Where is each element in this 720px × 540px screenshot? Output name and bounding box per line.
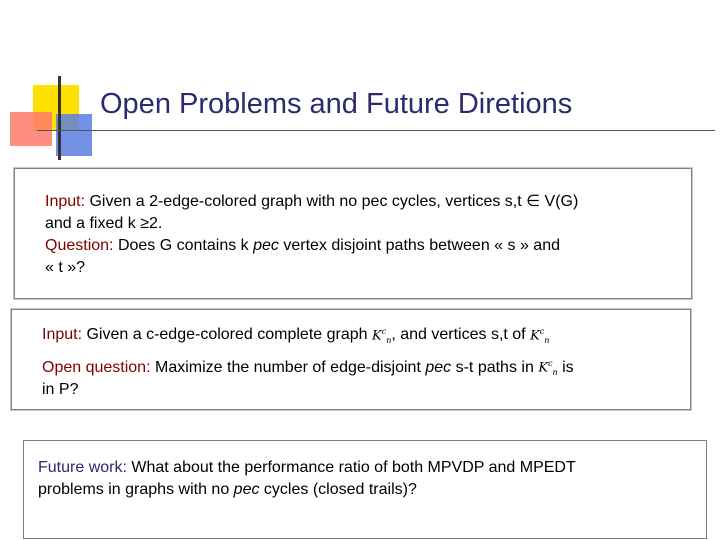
question-label: Question: xyxy=(45,237,114,254)
question-text-c: « t »? xyxy=(45,259,86,276)
input-label: Input: xyxy=(42,326,83,343)
open-question-line-2 xyxy=(42,379,690,401)
input-label: Input: xyxy=(45,193,86,210)
input-text-after: , and vertices s,t of xyxy=(391,326,526,343)
complete-graph-symbol: $K^c_n$ xyxy=(371,326,392,345)
open-question-text-a: Maximize the number of edge-disjoint xyxy=(154,358,421,376)
question-text-a: Does G contains k xyxy=(117,237,249,254)
future-work-label: Future work: xyxy=(38,459,127,476)
open-question-text-b: s-t paths in xyxy=(455,358,534,376)
open-question-label: Open question: xyxy=(42,358,151,376)
problem-box-edge-disjoint xyxy=(11,309,691,410)
open-question-text-d: in P? xyxy=(42,381,79,399)
open-question-line xyxy=(42,357,690,380)
input-text-2b: 2. xyxy=(148,215,163,232)
open-question-pec: pec xyxy=(425,358,452,376)
title-underline xyxy=(37,130,715,131)
future-work-text-2a: problems in graphs with no xyxy=(38,481,230,498)
input-line-2 xyxy=(45,213,691,235)
future-work-text-2b: cycles (closed trails)? xyxy=(263,481,417,498)
slide-title: Open Problems and Future Diretions xyxy=(100,88,573,120)
geq-symbol: ≥ xyxy=(140,215,149,232)
complete-graph-symbol-2: $K^c_n$ xyxy=(530,326,550,345)
question-pec: pec xyxy=(253,237,279,254)
complete-graph-symbol-3: $K^c_n$ xyxy=(538,359,558,378)
decor-red-square xyxy=(10,112,52,146)
future-work-pec: pec xyxy=(233,481,260,498)
open-question-text-c: is xyxy=(562,358,574,376)
future-work-line xyxy=(38,457,706,479)
future-work-line-2 xyxy=(38,479,706,501)
input-text-2: and a fixed k xyxy=(45,215,136,232)
question-line-2 xyxy=(45,257,691,279)
future-work-box xyxy=(23,440,707,539)
question-text-b: vertex disjoint paths between « s » and xyxy=(283,237,560,254)
decor-blue-square xyxy=(56,114,92,156)
question-line xyxy=(45,235,691,257)
future-work-text: What about the performance ratio of both MPVDP and MPEDT xyxy=(131,459,576,476)
input-text: Given a 2-edge-colored graph with no pec cycles, vertices s,t ∈ V(G) xyxy=(89,193,579,210)
input-text: Given a c-edge-colored complete graph xyxy=(86,326,368,343)
input-line xyxy=(45,191,691,213)
problem-box-vertex-disjoint xyxy=(14,168,692,299)
decor-vertical-line xyxy=(58,76,61,160)
input-line xyxy=(42,324,690,347)
